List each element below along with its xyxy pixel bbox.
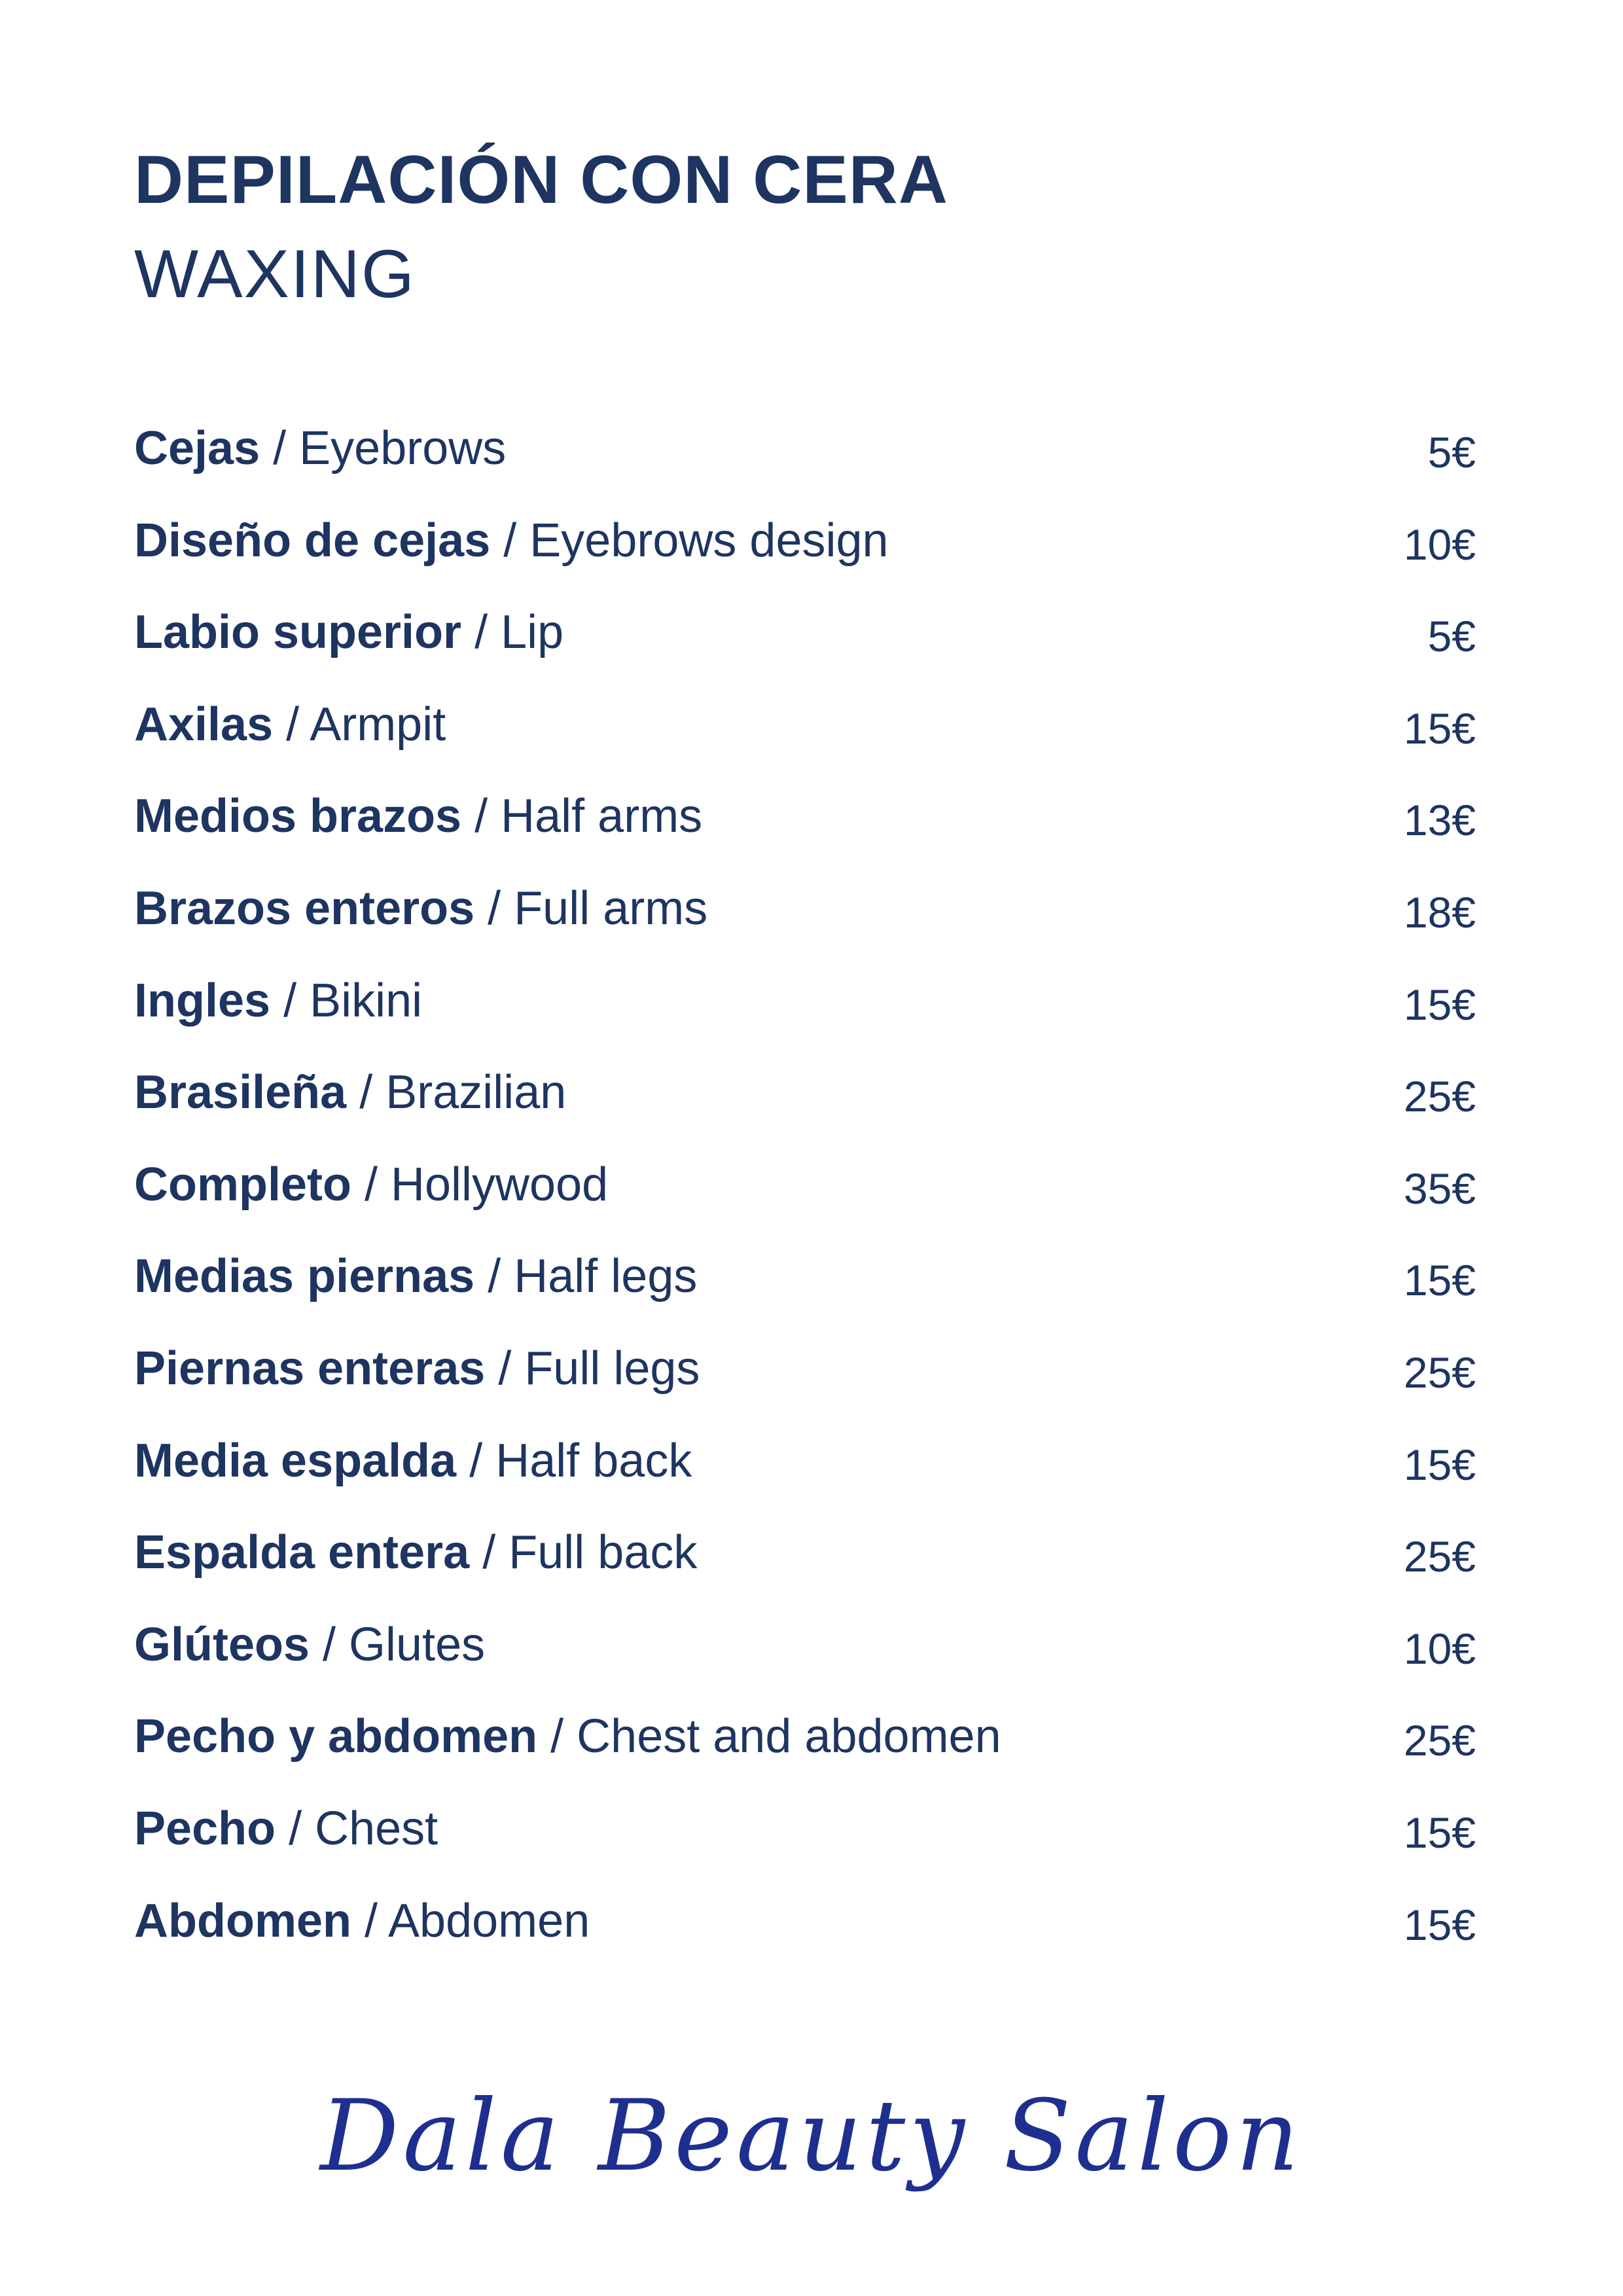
service-name-es: Medias piernas [134, 1250, 475, 1303]
salon-logo [0, 2072, 1623, 2215]
service-name [134, 1799, 438, 1858]
name-separator: / [461, 606, 501, 659]
price-list-item [134, 1247, 1476, 1339]
price-list-item [134, 1707, 1476, 1799]
service-name-es: Media espalda [134, 1434, 457, 1487]
service-name [134, 1615, 485, 1674]
price-list-item [134, 1615, 1476, 1708]
service-name-es: Diseño de cejas [134, 514, 491, 567]
service-name [134, 1155, 608, 1214]
price-list-item [134, 603, 1476, 695]
service-price: 25€ [1403, 1716, 1476, 1765]
service-name-en: Glutes [349, 1618, 486, 1671]
price-list-item [134, 1155, 1476, 1247]
service-name [134, 879, 707, 938]
service-name [134, 695, 446, 754]
service-name-es: Ingles [134, 974, 271, 1027]
service-price: 15€ [1403, 704, 1476, 753]
service-name [134, 1523, 697, 1582]
name-separator: / [310, 1618, 349, 1671]
service-name-en: Brazilian [385, 1066, 567, 1119]
price-list-item [134, 1431, 1476, 1524]
service-price: 5€ [1427, 428, 1476, 476]
service-name-en: Chest [315, 1802, 438, 1855]
service-price: 18€ [1403, 888, 1476, 937]
service-price: 25€ [1403, 1348, 1476, 1397]
service-price: 13€ [1403, 796, 1476, 845]
service-name-es: Piernas enteras [134, 1342, 486, 1395]
price-list-item [134, 879, 1476, 971]
service-name-es: Medios brazos [134, 790, 462, 843]
service-name-en: Full legs [524, 1342, 700, 1395]
service-name-en: Lip [501, 606, 564, 659]
name-separator: / [461, 790, 501, 843]
service-name [134, 787, 702, 846]
service-name-es: Brazos enteros [134, 882, 475, 935]
service-name [134, 1431, 692, 1490]
name-separator: / [537, 1710, 577, 1763]
name-separator: / [270, 974, 310, 1027]
name-separator: / [346, 1066, 386, 1119]
name-separator: / [351, 1158, 391, 1211]
service-name-en: Armpit [310, 698, 446, 751]
salon-logo-text: Dala Beauty Salon [320, 2079, 1303, 2193]
service-name-en: Hollywood [391, 1158, 609, 1211]
service-price: 10€ [1403, 1624, 1476, 1673]
service-name-en: Eyebrows [299, 422, 507, 475]
service-name-en: Half legs [514, 1250, 698, 1303]
price-list-item [134, 1523, 1476, 1615]
price-list-item [134, 511, 1476, 603]
service-name-es: Glúteos [134, 1618, 310, 1671]
service-name-en: Bikini [310, 974, 423, 1027]
price-list-item [134, 1892, 1476, 1984]
price-list-item [134, 1339, 1476, 1431]
service-name-es: Espalda entera [134, 1526, 470, 1579]
price-list-item [134, 695, 1476, 787]
name-separator: / [490, 514, 530, 567]
service-name-es: Abdomen [134, 1894, 351, 1947]
service-name-es: Labio superior [134, 606, 462, 659]
service-name-es: Cejas [134, 422, 260, 475]
name-separator: / [276, 1802, 315, 1855]
service-name-en: Abdomen [388, 1894, 590, 1947]
price-list-item [134, 971, 1476, 1064]
service-name-en: Full back [508, 1526, 698, 1579]
name-separator: / [260, 422, 300, 475]
service-name [134, 1892, 590, 1950]
price-list-item [134, 787, 1476, 879]
service-name-es: Completo [134, 1158, 351, 1211]
page-title: DEPILACIÓN CON CERA [134, 142, 948, 218]
service-price: 10€ [1403, 520, 1476, 569]
service-name-es: Pecho y abdomen [134, 1710, 538, 1763]
service-name [134, 1247, 697, 1306]
name-separator: / [474, 882, 514, 935]
price-list-item [134, 1799, 1476, 1892]
page-subtitle: WAXING [134, 236, 416, 312]
service-name-es: Axilas [134, 698, 274, 751]
service-price: 15€ [1403, 1900, 1476, 1949]
service-price: 5€ [1427, 612, 1476, 661]
service-name [134, 1707, 1001, 1766]
service-price: 15€ [1403, 1256, 1476, 1305]
name-separator: / [273, 698, 310, 751]
service-price: 15€ [1403, 1440, 1476, 1489]
service-price: 15€ [1403, 1808, 1476, 1857]
price-list-item [134, 1063, 1476, 1155]
service-name-es: Brasileña [134, 1066, 347, 1119]
price-list [134, 419, 1476, 1983]
service-price: 25€ [1403, 1532, 1476, 1581]
name-separator: / [474, 1250, 514, 1303]
service-name [134, 603, 563, 662]
service-name-en: Half arms [501, 790, 703, 843]
name-separator: / [351, 1894, 389, 1947]
service-name [134, 1063, 566, 1122]
service-price: 15€ [1403, 980, 1476, 1029]
name-separator: / [485, 1342, 525, 1395]
service-name-en: Eyebrows design [529, 514, 889, 567]
service-name [134, 419, 506, 478]
service-name-en: Full arms [514, 882, 708, 935]
service-name [134, 971, 422, 1030]
service-price: 25€ [1403, 1072, 1476, 1121]
service-name [134, 511, 889, 570]
service-name-en: Chest and abdomen [577, 1710, 1001, 1763]
service-price: 35€ [1403, 1164, 1476, 1213]
name-separator: / [469, 1526, 509, 1579]
service-name-es: Pecho [134, 1802, 276, 1855]
service-name [134, 1339, 700, 1398]
service-name-en: Half back [495, 1434, 692, 1487]
price-list-item [134, 419, 1476, 511]
name-separator: / [456, 1434, 496, 1487]
